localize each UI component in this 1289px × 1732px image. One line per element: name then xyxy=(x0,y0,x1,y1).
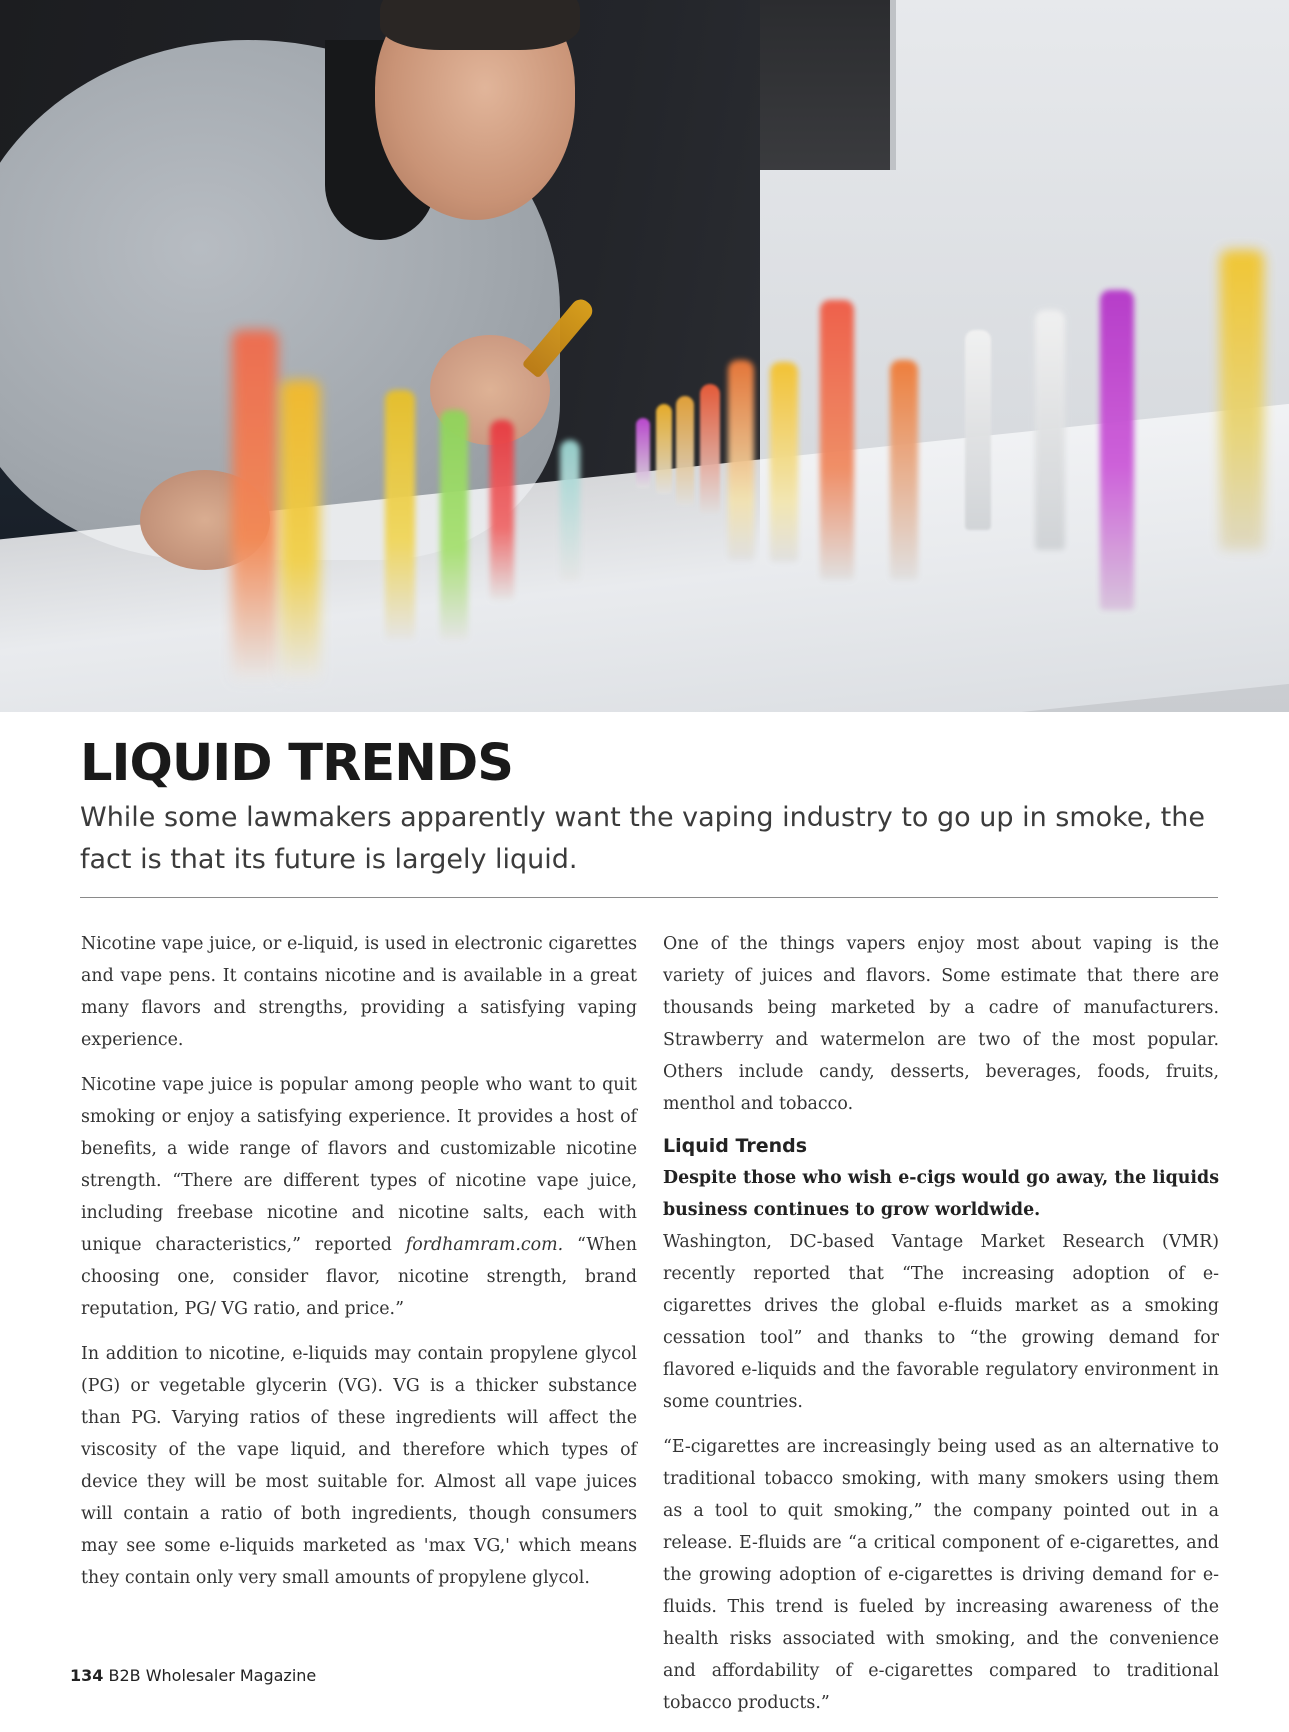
hero-vial xyxy=(656,404,672,494)
page-number: 134 xyxy=(70,1666,104,1685)
paragraph: “E-cigarettes are increasingly being used as an alternative to traditional tobacco smoking, with many smokers using them as a tool to quit smoking,” the company pointed out in a release. E-fluids are “a critical component of e-cigarettes, and the growing adoption of e-cigarettes is driving demand for e-fluids. This trend is fueled by increasing awareness of the health risks associated with smoking, and the convenience and affordability of e-cigarettes compared to traditional tobacco products.” xyxy=(663,1437,1219,1713)
hero-vial xyxy=(1035,310,1065,550)
hero-image xyxy=(0,0,1289,712)
hero-wall-frame xyxy=(760,0,896,170)
hero-vial xyxy=(385,390,415,640)
hero-vial xyxy=(636,418,650,488)
page-footer xyxy=(70,1666,316,1685)
hero-vial xyxy=(440,410,468,640)
source-citation: fordhamram.com. xyxy=(405,1235,564,1255)
paragraph: In addition to nicotine, e-liquids may contain propylene glycol (PG) or vegetable glycerin (VG). VG is a thicker substance than PG. Varying ratios of these ingredients will affect the viscosity of the vape liquid, and therefore which types of device they will be most suitable for. Almost all vape juices will contain a ratio of both ingredients, though consumers may see some e-liquids marketed as 'max VG,' which means they contain only very small amounts of propylene glycol. xyxy=(81,1344,637,1588)
paragraph: Washington, DC-based Vantage Market Research (VMR) recently reported that “The increasing adoption of e-cigarettes drives the global e-fluids market as a smoking cessation tool” and thanks to “the growing demand for flavored e-liquids and the favorable regulatory environment in some countries. xyxy=(663,1232,1219,1412)
paragraph xyxy=(81,1069,637,1325)
hero-vial xyxy=(490,420,514,600)
hero-vial xyxy=(820,300,854,580)
hero-vial xyxy=(232,330,278,680)
publication-name: B2B Wholesaler Magazine xyxy=(108,1666,317,1685)
hero-vial xyxy=(728,360,754,560)
hero-vial xyxy=(676,396,694,506)
paragraph-text: Nicotine vape juice is popular among people who want to quit smoking or enjoy a satisfying experience. It provides a host of benefits, a wide range of flavors and customizable nicotine strength. “There are different types of nicotine vape juice, including freebase nicotine and nicotine salts, each with unique characteristics,” reported xyxy=(81,1075,637,1255)
hero-vial xyxy=(1220,250,1264,550)
hero-vial xyxy=(1100,290,1134,610)
section-lead: Despite those who wish e-cigs would go away, the liquids business continues to grow worldwide. xyxy=(663,1168,1219,1220)
hero-vial xyxy=(700,384,720,514)
article-left-column xyxy=(81,928,637,1607)
hero-person-hair xyxy=(380,0,580,50)
paragraph-text: “When choosing one, consider flavor, nicotine strength, brand reputation, PG/ VG ratio, and price.” xyxy=(81,1235,637,1319)
hero-vial xyxy=(890,360,918,580)
hero-vial xyxy=(560,440,580,580)
article-right-column xyxy=(663,928,1219,1732)
hero-vial xyxy=(280,380,320,680)
hero-vial xyxy=(965,330,991,530)
hero-vial xyxy=(770,362,798,562)
section-subhead: Liquid Trends xyxy=(663,1135,808,1157)
article-subtitle: While some lawmakers apparently want the vaping industry to go up in smoke, the fact is that its future is largely liquid. xyxy=(80,802,1205,875)
paragraph: One of the things vapers enjoy most about vaping is the variety of juices and flavors. Some estimate that there are thousands being marketed by a cadre of manufacturers. Strawberry and watermelon are two of the most popular. Others include candy, desserts, beverages, foods, fruits, menthol and tobacco. xyxy=(663,934,1219,1114)
article-title: LIQUID TRENDS xyxy=(80,734,513,793)
title-divider xyxy=(80,897,1218,898)
paragraph: Nicotine vape juice, or e-liquid, is used in electronic cigarettes and vape pens. It contains nicotine and is available in a great many flavors and strengths, providing a satisfying vaping experience. xyxy=(81,934,637,1050)
